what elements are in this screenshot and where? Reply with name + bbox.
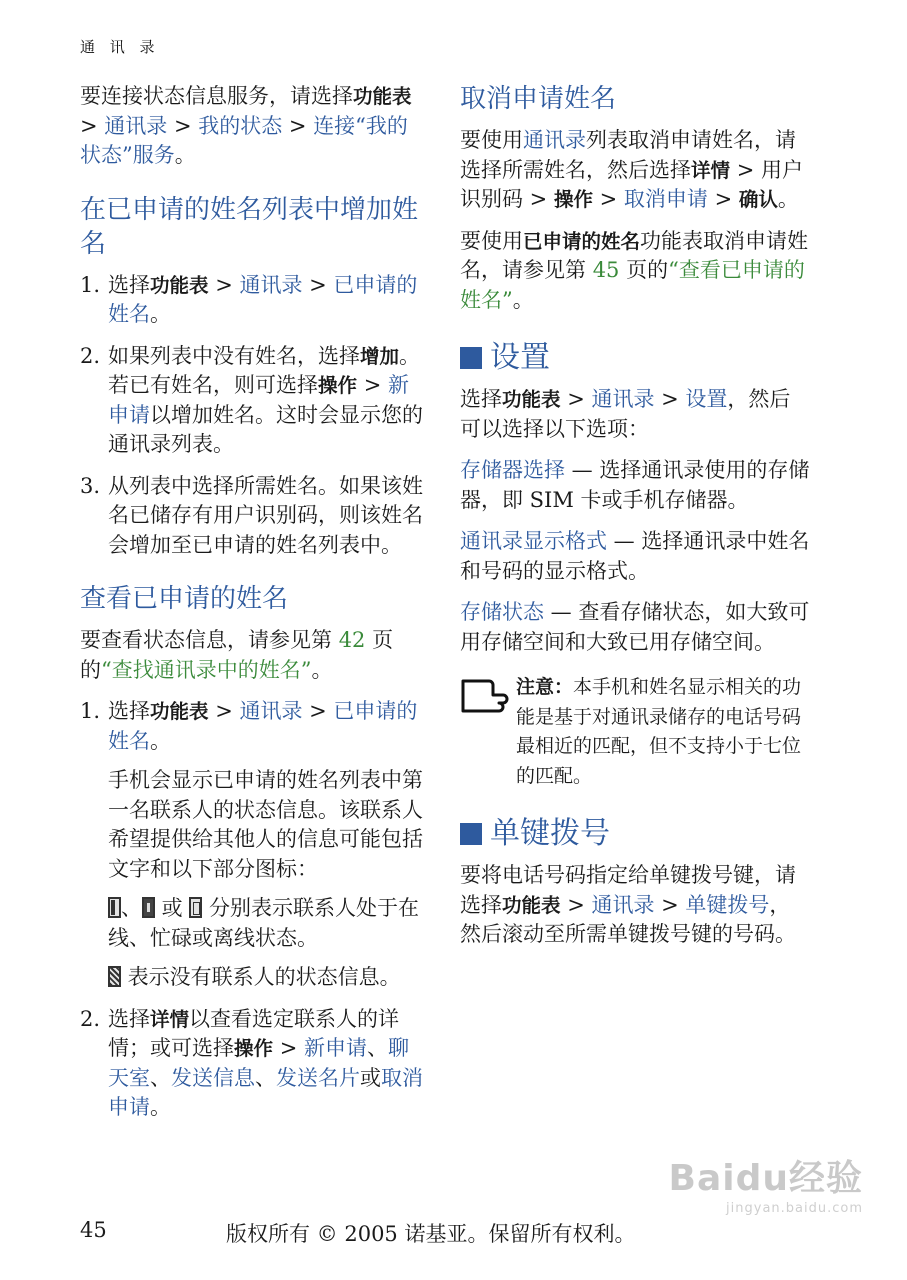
view-names-steps <box>80 697 425 1123</box>
section-heading-speed-dial: 单键拨号 <box>460 815 810 853</box>
list-item: 3. 从列表中选择所需姓名。如果该姓名已储存有用户识别码，则该姓名会增加至已申请的姓名列表中。 <box>80 473 423 557</box>
copyright-text: 版权所有 © 2005 诺基亚。保留所有权利。 <box>226 1222 636 1246</box>
option-memory-status: 存储状态 — 查看存储状态，如大致可用存储空间和大致已用存储空间。 <box>460 600 810 654</box>
speed-dial-paragraph: 要将电话号码指定给单键拨号键，请选择功能表 > 通讯录 > 单键拨号，然后滚动至所需单键拨号键的号码。 <box>460 863 796 946</box>
heading-square-icon <box>460 823 482 845</box>
option-memory: 存储器选择 — 选择通讯录使用的存储器，即 SIM 卡或手机存储器。 <box>460 458 810 512</box>
busy-status-icon <box>142 897 155 918</box>
list-item: 2. 选择详情以查看选定联系人的详情；或可选择操作 > 新申请、聊天室、发送信息、发送名片或取消申请。 <box>80 1006 423 1119</box>
section-heading-view-names: 查看已申请的姓名 <box>80 584 289 614</box>
section-heading-settings: 设置 <box>460 339 810 377</box>
baidu-watermark: Baidu经验 jingyan.baidu.com <box>668 1158 863 1216</box>
section-heading-cancel: 取消申请姓名 <box>460 84 617 114</box>
add-name-steps <box>80 271 425 561</box>
right-column <box>460 82 810 962</box>
view-names-intro: 要查看状态信息，请参见第 42 页的“查找通讯录中的姓名”。 <box>80 628 394 682</box>
intro-paragraph: 要连接状态信息服务，请选择功能表 > 通讯录 > 我的状态 > 连接“我的状态”服务。 <box>80 84 412 167</box>
status-icons-line: 、 或 分别表示联系人处于在线、忙碌或离线状态。 <box>108 896 420 950</box>
heading-square-icon <box>460 347 482 369</box>
status-description: 手机会显示已申请的姓名列表中第一名联系人的状态信息。该联系人希望提供给其他人的信息可能包括文字和以下部分图标： <box>108 768 423 881</box>
settings-paragraph: 选择功能表 > 通讯录 > 设置，然后可以选择以下选项： <box>460 387 791 441</box>
no-status-line: 表示没有联系人的状态信息。 <box>108 963 425 993</box>
section-heading-add-name: 在已申请的姓名列表中增加姓名 <box>80 194 419 259</box>
no-status-icon <box>108 966 121 987</box>
option-display-format: 通讯录显示格式 — 选择通讯录中姓名和号码的显示格式。 <box>460 529 810 583</box>
list-item: 2. 如果列表中没有姓名，选择增加。若已有姓名，则可选择操作 > 新申请以增加姓名。这时会显示您的通讯录列表。 <box>80 343 423 456</box>
cancel-paragraph-1: 要使用通讯录列表取消申请姓名，请选择所需姓名，然后选择详情 > 用户识别码 > 操作 > 取消申请 > 确认。 <box>460 128 803 211</box>
list-item: 1. 选择功能表 > 通讯录 > 已申请的姓名。 手机会显示已申请的姓名列表中第一名联系人的状态信息。该联系人希望提供给其他人的信息可能包括文字和以下部分图标： 、 或 分别表示联系人处于在线、忙碌或离线状态。 表示没有联系人的状态信息。 <box>80 697 425 993</box>
offline-status-icon <box>189 897 202 918</box>
note-block: 注意：本手机和姓名显示相关的功能是基于对通讯录储存的电话号码最相近的匹配，但不支持小于七位的匹配。 <box>460 673 810 791</box>
list-item: 1. 选择功能表 > 通讯录 > 已申请的姓名。 <box>80 272 418 326</box>
note-hand-icon <box>460 673 516 791</box>
cancel-paragraph-2: 要使用已申请的姓名功能表取消申请姓名，请参见第 45 页的“查看已申请的姓名”。 <box>460 228 809 312</box>
online-status-icon <box>108 897 121 918</box>
running-header: 通 讯 录 <box>80 38 160 56</box>
left-column <box>80 82 425 1135</box>
page-number: 45 <box>80 1218 107 1242</box>
